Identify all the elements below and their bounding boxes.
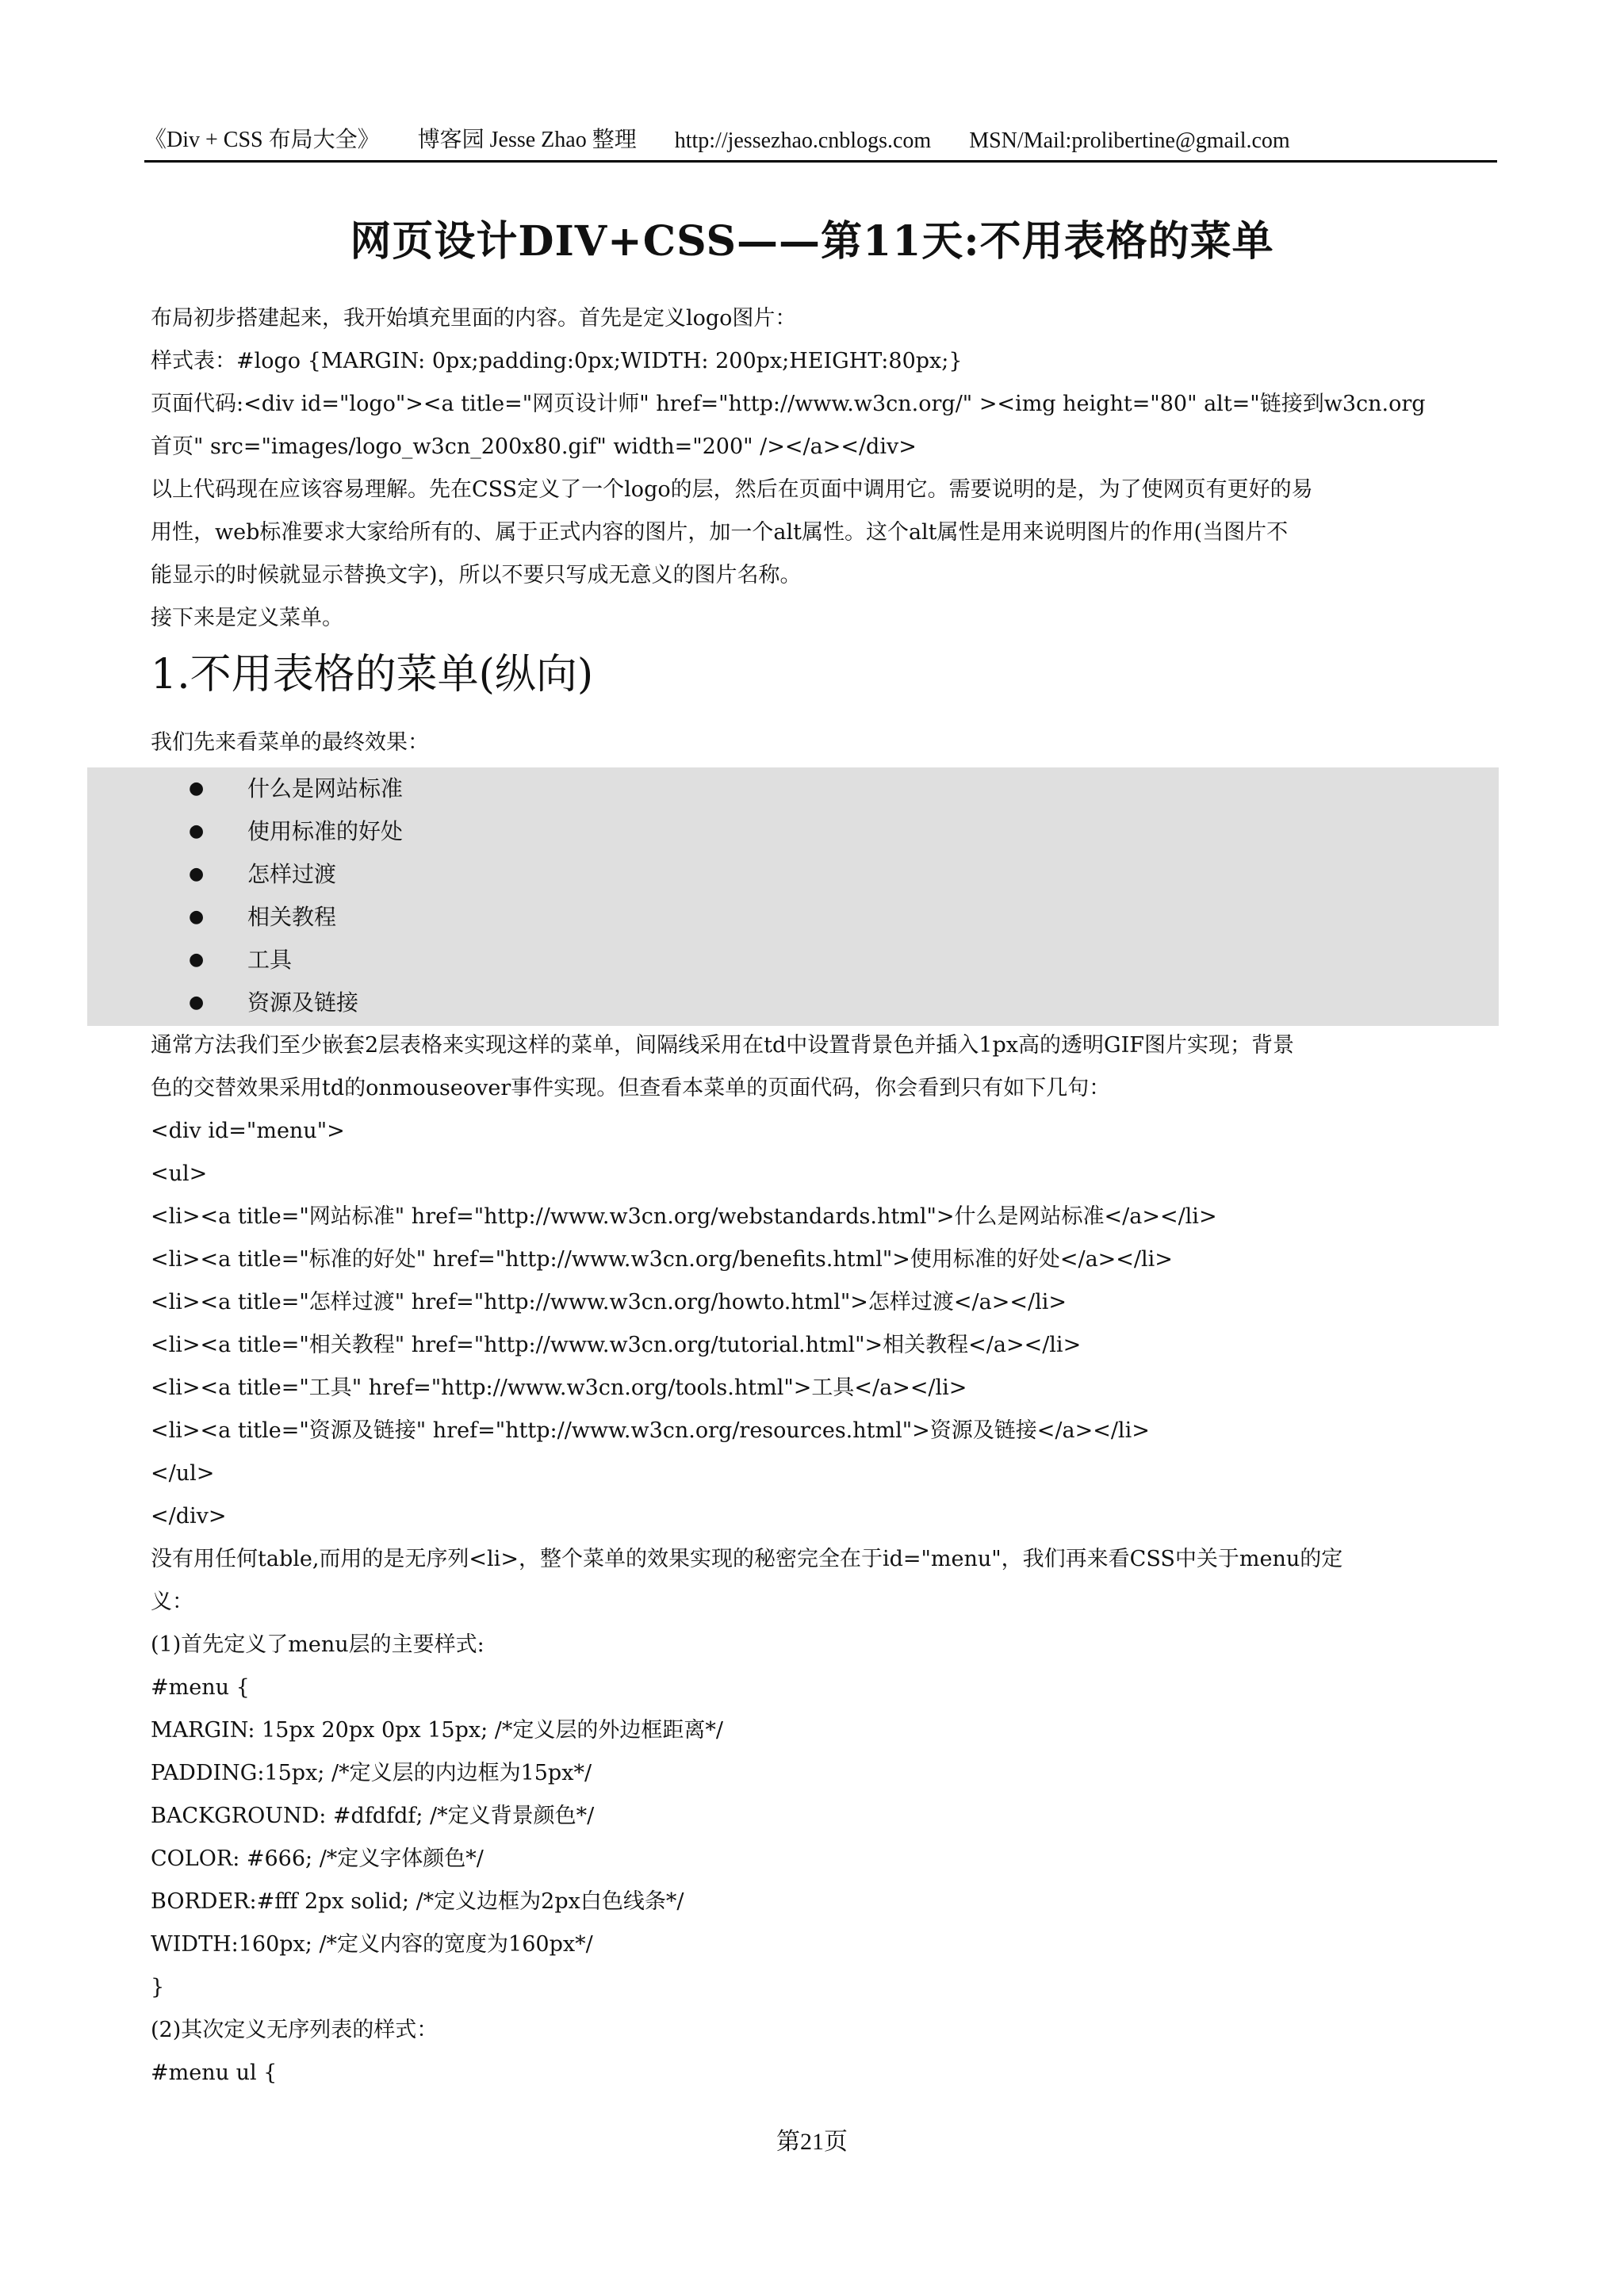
code-line: MARGIN: 15px 20px 0px 15px; /*定义层的外边框距离*/: [151, 1718, 723, 1743]
menu-item[interactable]: [87, 810, 1499, 853]
demo-intro: 我们先来看菜单的最终效果：: [151, 730, 429, 755]
intro-section: [151, 297, 1491, 640]
paragraph: 色的交替效果采用td的onmouseover事件实现。但查看本菜单的页面代码，你会看到只有如下几句：: [151, 1076, 1111, 1100]
body-section: [151, 1024, 1491, 2095]
bullet-icon: ●: [189, 907, 205, 927]
menu-link[interactable]: 什么是网站标准: [247, 775, 404, 802]
header-author: 博客园 Jesse Zhao 整理: [417, 128, 637, 152]
code-line: COLOR: #666; /*定义字体颜色*/: [151, 1846, 484, 1871]
paragraph: 首页" src="images/logo_w3cn_200x80.gif" width="200" /></a></div>: [151, 434, 917, 459]
code-line: }: [151, 1975, 165, 1999]
code-line: <li><a title="资源及链接" href="http://www.w3cn.org/resources.html">资源及链接</a></li>: [151, 1418, 1150, 1443]
menu-link[interactable]: 资源及链接: [247, 989, 359, 1016]
code-line: BACKGROUND: #dfdfdf; /*定义背景颜色*/: [151, 1804, 595, 1828]
paragraph: 能显示的时候就显示替换文字)，所以不要只写成无意义的图片名称。: [151, 563, 802, 587]
code-line: <li><a title="标准的好处" href="http://www.w3cn.org/benefits.html">使用标准的好处</a></li>: [151, 1247, 1173, 1272]
header-url[interactable]: http://jessezhao.cnblogs.com: [674, 128, 932, 153]
header-book-title: 《Div + CSS 布局大全》: [144, 128, 380, 152]
menu-link[interactable]: 工具: [247, 947, 293, 973]
code-line: </ul>: [151, 1461, 215, 1486]
menu-item[interactable]: [87, 939, 1499, 982]
bullet-icon: ●: [189, 779, 205, 798]
paragraph: 布局初步搭建起来，我开始填充里面的内容。首先是定义logo图片：: [151, 306, 797, 331]
paragraph: 接下来是定义菜单。: [151, 606, 343, 630]
menu-item[interactable]: [87, 853, 1499, 896]
code-line: BORDER:#fff 2px solid; /*定义边框为2px白色线条*/: [151, 1889, 684, 1914]
code-line: <li><a title="工具" href="http://www.w3cn.org/tools.html">工具</a></li>: [151, 1376, 967, 1400]
code-line: #menu ul {: [151, 2061, 278, 2085]
code-line: PADDING:15px; /*定义层的内边框为15px*/: [151, 1761, 592, 1785]
menu-item[interactable]: [87, 982, 1499, 1024]
paragraph: 样式表：#logo {MARGIN: 0px;padding:0px;WIDTH: 200px;HEIGHT:80px;}: [151, 349, 963, 373]
code-line: </div>: [151, 1504, 227, 1529]
running-header: [144, 117, 1497, 163]
bullet-icon: ●: [189, 993, 205, 1012]
paragraph: 义：: [151, 1590, 193, 1614]
code-line: <li><a title="相关教程" href="http://www.w3cn.org/tutorial.html">相关教程</a></li>: [151, 1333, 1082, 1357]
page-title: 网页设计DIV+CSS——第11天:不用表格的菜单: [350, 217, 1274, 266]
menu-link[interactable]: 怎样过渡: [247, 861, 337, 887]
paragraph: 以上代码现在应该容易理解。先在CSS定义了一个logo的层，然后在页面中调用它。需要说明的是，为了使网页有更好的易: [151, 477, 1313, 502]
header-contact[interactable]: MSN/Mail:prolibertine@gmail.com: [969, 128, 1290, 153]
bullet-icon: ●: [189, 950, 205, 970]
menu-demo: [87, 767, 1499, 1026]
page-number: 第21页: [776, 2129, 848, 2155]
paragraph: 用性，web标准要求大家给所有的、属于正式内容的图片，加一个alt属性。这个alt属性是用来说明图片的作用(当图片不: [151, 520, 1289, 545]
menu-item[interactable]: [87, 767, 1499, 810]
code-line: <li><a title="网站标准" href="http://www.w3cn.org/webstandards.html">什么是网站标准</a></li>: [151, 1204, 1217, 1229]
bullet-icon: ●: [189, 864, 205, 884]
paragraph: (2)其次定义无序列表的样式：: [151, 2018, 439, 2042]
section-heading: 1.不用表格的菜单(纵向): [151, 651, 594, 698]
paragraph: 没有用任何table,而用的是无序列<li>，整个菜单的效果实现的秘密完全在于id="menu"，我们再来看CSS中关于menu的定: [151, 1547, 1343, 1571]
menu-link[interactable]: 相关教程: [247, 904, 337, 930]
menu-item[interactable]: [87, 896, 1499, 939]
paragraph: 页面代码:<div id="logo"><a title="网页设计师" href="http://www.w3cn.org/" ><img height="80" alt="链接到w3cn.org: [151, 392, 1426, 416]
code-line: #menu {: [151, 1675, 250, 1700]
bullet-icon: ●: [189, 821, 205, 841]
paragraph: (1)首先定义了menu层的主要样式:: [151, 1632, 485, 1657]
paragraph: 通常方法我们至少嵌套2层表格来实现这样的菜单，间隔线采用在td中设置背景色并插入1px高的透明GIF图片实现；背景: [151, 1033, 1294, 1058]
code-line: <div id="menu">: [151, 1119, 345, 1143]
code-line: WIDTH:160px; /*定义内容的宽度为160px*/: [151, 1932, 593, 1957]
menu-link[interactable]: 使用标准的好处: [247, 818, 404, 844]
code-line: <li><a title="怎样过渡" href="http://www.w3cn.org/howto.html">怎样过渡</a></li>: [151, 1290, 1067, 1314]
code-line: <ul>: [151, 1161, 208, 1186]
